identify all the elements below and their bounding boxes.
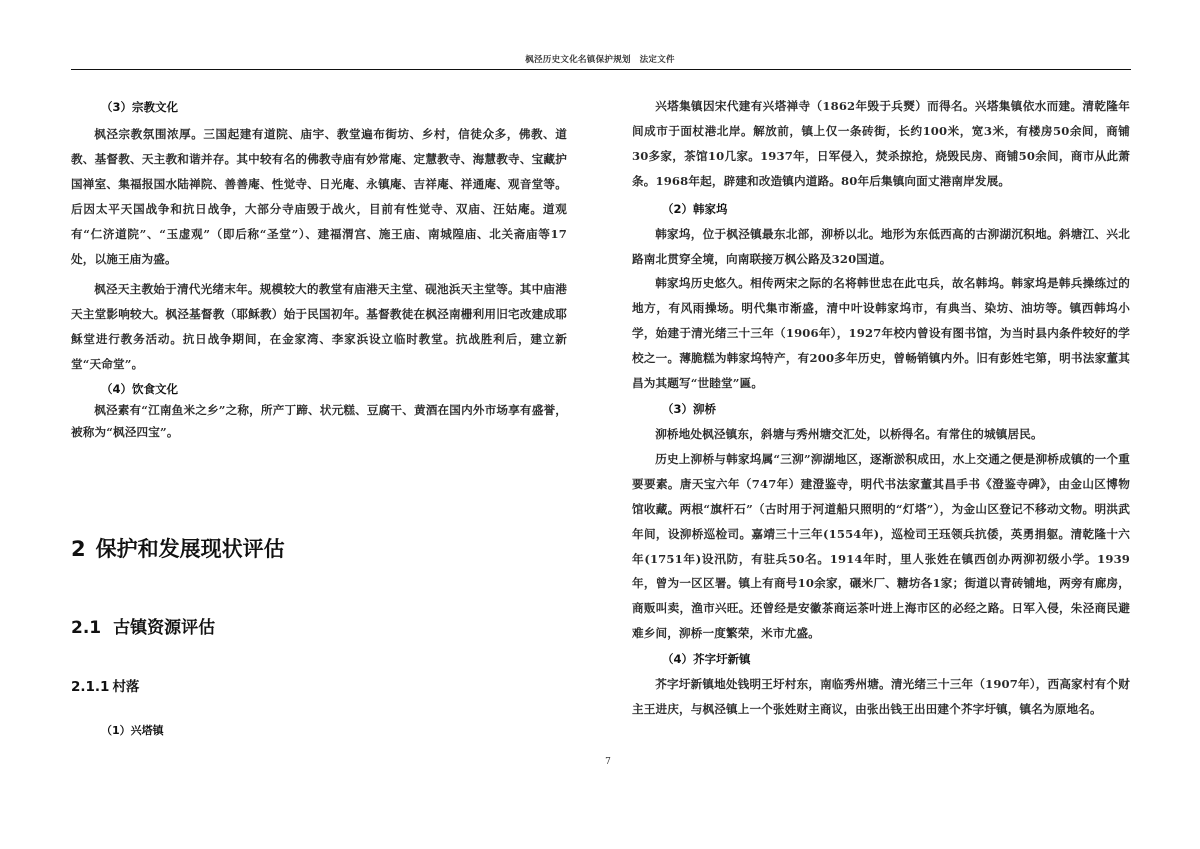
heading-food-culture: （4）饮食文化: [101, 382, 179, 397]
header-divider: [71, 69, 1131, 70]
chapter-title: 保护和发展现状评估: [95, 537, 285, 561]
paragraph-maoqiao-history: 历史上泖桥与韩家坞属“三泖”泖湖地区，逐渐淤积成田，水上交通之便是泖桥成镇的一个重要要素。唐天宝六年（747年）建澄鉴寺，明代书法家董其昌手书《澄鉴寺碑》，由金山区博物馆收藏。两根“旗杆石”（古时用于河道船只照明的“灯塔”），为金山区登记不移动文物。明洪武年间，设泖桥巡检司。嘉靖三十三年(1554年)，巡检司王珏领兵抗倭，英勇捐躯。清乾隆十六年(1751年)设汛防，有驻兵50名。1914年时，里人张姓在镇西创办两泖初级小学。1939年，曾为一区区署。镇上有商号10余家，碾米厂、糖坊各1家；街道以青砖铺地，两旁有廊房，商贩叫卖，渔市兴旺。还曾经是安徽茶商运茶叶进上海市区的必经之路。日军入侵，朱泾商民避难乡间，泖桥一度繁荣，米市尤盛。: [632, 451, 1130, 641]
paragraph-xingta-town: 兴塔集镇因宋代建有兴塔禅寺（1862年毁于兵燹）而得名。兴塔集镇依水而建。清乾隆年间成市于面杖港北岸。解放前，镇上仅一条砖街，长约100米，宽3米，有楼房50余间，商铺30多家，茶馆10几家。1937年，日军侵入，焚杀掠抢，烧毁民房、商铺50余间，商市从此萧条。1968年起，辟建和改造镇内道路。80年后集镇向面丈港南岸发展。: [632, 99, 1130, 188]
document-header-title: 枫泾历史文化名镇保护规划 法定文件: [525, 55, 675, 65]
paragraph-hanjiawu-location: 韩家坞，位于枫泾镇最东北部，泖桥以北。地形为东低西高的古泖湖沉积地。斜塘江、兴北路南北贯穿全境，向南联接万枫公路及320国道。: [632, 226, 1130, 266]
heading-religious-culture: （3）宗教文化: [101, 100, 179, 114]
paragraph-jiezixu-new-town: 芥字圩新镇地处钱明王圩村东，南临秀州塘。清光绪三十三年（1907年），西高家村有个财主王进庆，与枫泾镇上一个张姓财主商议，由张出钱王出田建个芥字圩镇，镇名为原地名。: [632, 677, 1130, 717]
heading-hanjiawu: （2）韩家坞: [662, 201, 728, 216]
right-column: [632, 94, 1130, 722]
chapter-number: 2: [71, 537, 86, 561]
section-number: 2.1: [71, 618, 102, 638]
paragraph-maoqiao-location: 泖桥地处枫泾镇东，斜塘与秀州塘交汇处，以桥得名。有常住的城镇居民。: [655, 426, 1043, 441]
paragraph-religion-overview: 枫泾宗教氛围浓厚。三国起建有道院、庙宇、教堂遍布街坊、乡村，信徒众多，佛教、道教、基督教、天主教和谐并存。其中较有名的佛教寺庙有妙常庵、定慧教寺、海慧教寺、宝藏护国禅室、集福报国水陆禅院、善善庵、性觉寺、日光庵、永镇庵、吉祥庵、祥通庵、观音堂等。后因太平天国战争和抗日战争，大部分寺庙毁于战火，目前有性觉寺、双庙、汪姑庵。道观有“仁济道院”、“玉虚观”（即后称“圣堂”）、建福渭宫、施王庙、南城隍庙、北关斋庙等17处，以施王庙为盛。: [71, 127, 567, 266]
paragraph-food-culture: 枫泾素有“江南鱼米之乡”之称，所产丁蹄、状元糕、豆腐干、黄酒在国内外市场享有盛誉，被称为“枫泾四宝”。: [71, 403, 567, 440]
heading-xingta-town: （1）兴塔镇: [101, 724, 164, 737]
left-column: [71, 94, 567, 443]
section-title: 古镇资源评估: [113, 618, 216, 638]
heading-maoqiao: （3）泖桥: [662, 401, 717, 416]
chapter-heading: [71, 533, 285, 563]
subsection-title: 村落: [112, 679, 140, 695]
paragraph-hanjiawu-history: 韩家坞历史悠久。相传两宋之际的名将韩世忠在此屯兵，故名韩坞。韩家坞是韩兵操练过的地方，有风雨操场。明代集市渐盛，清中叶设韩家坞市，有典当、染坊、油坊等。镇西韩坞小学，始建于清光绪三十三年（1906年），1927年校内曾设有图书馆，为当时县内条件较好的学校之一。薄脆糕为韩家坞特产，有200多年历史，曾畅销镇内外。旧有彭姓宅第，明书法家董其昌为其题写“世睦堂”匾。: [632, 276, 1130, 391]
subsection-heading: [71, 675, 139, 695]
subsection-number: 2.1.1: [71, 679, 110, 695]
paragraph-catholic-christian: 枫泾天主教始于清代光绪末年。规模较大的教堂有庙港天主堂、砚池浜天主堂等。其中庙港天主堂影响较大。枫泾基督教（耶稣教）始于民国初年。基督教徒在枫泾南栅利用旧宅改建成耶稣堂进行教务活动。抗日战争期间，在金家湾、李家浜设立临时教堂。抗战胜利后，建立新堂“天命堂”。: [71, 282, 567, 372]
section-heading: [71, 613, 215, 638]
heading-jiezixu-new-town: （4）芥字圩新镇: [662, 652, 751, 667]
page-number: 7: [605, 757, 611, 767]
